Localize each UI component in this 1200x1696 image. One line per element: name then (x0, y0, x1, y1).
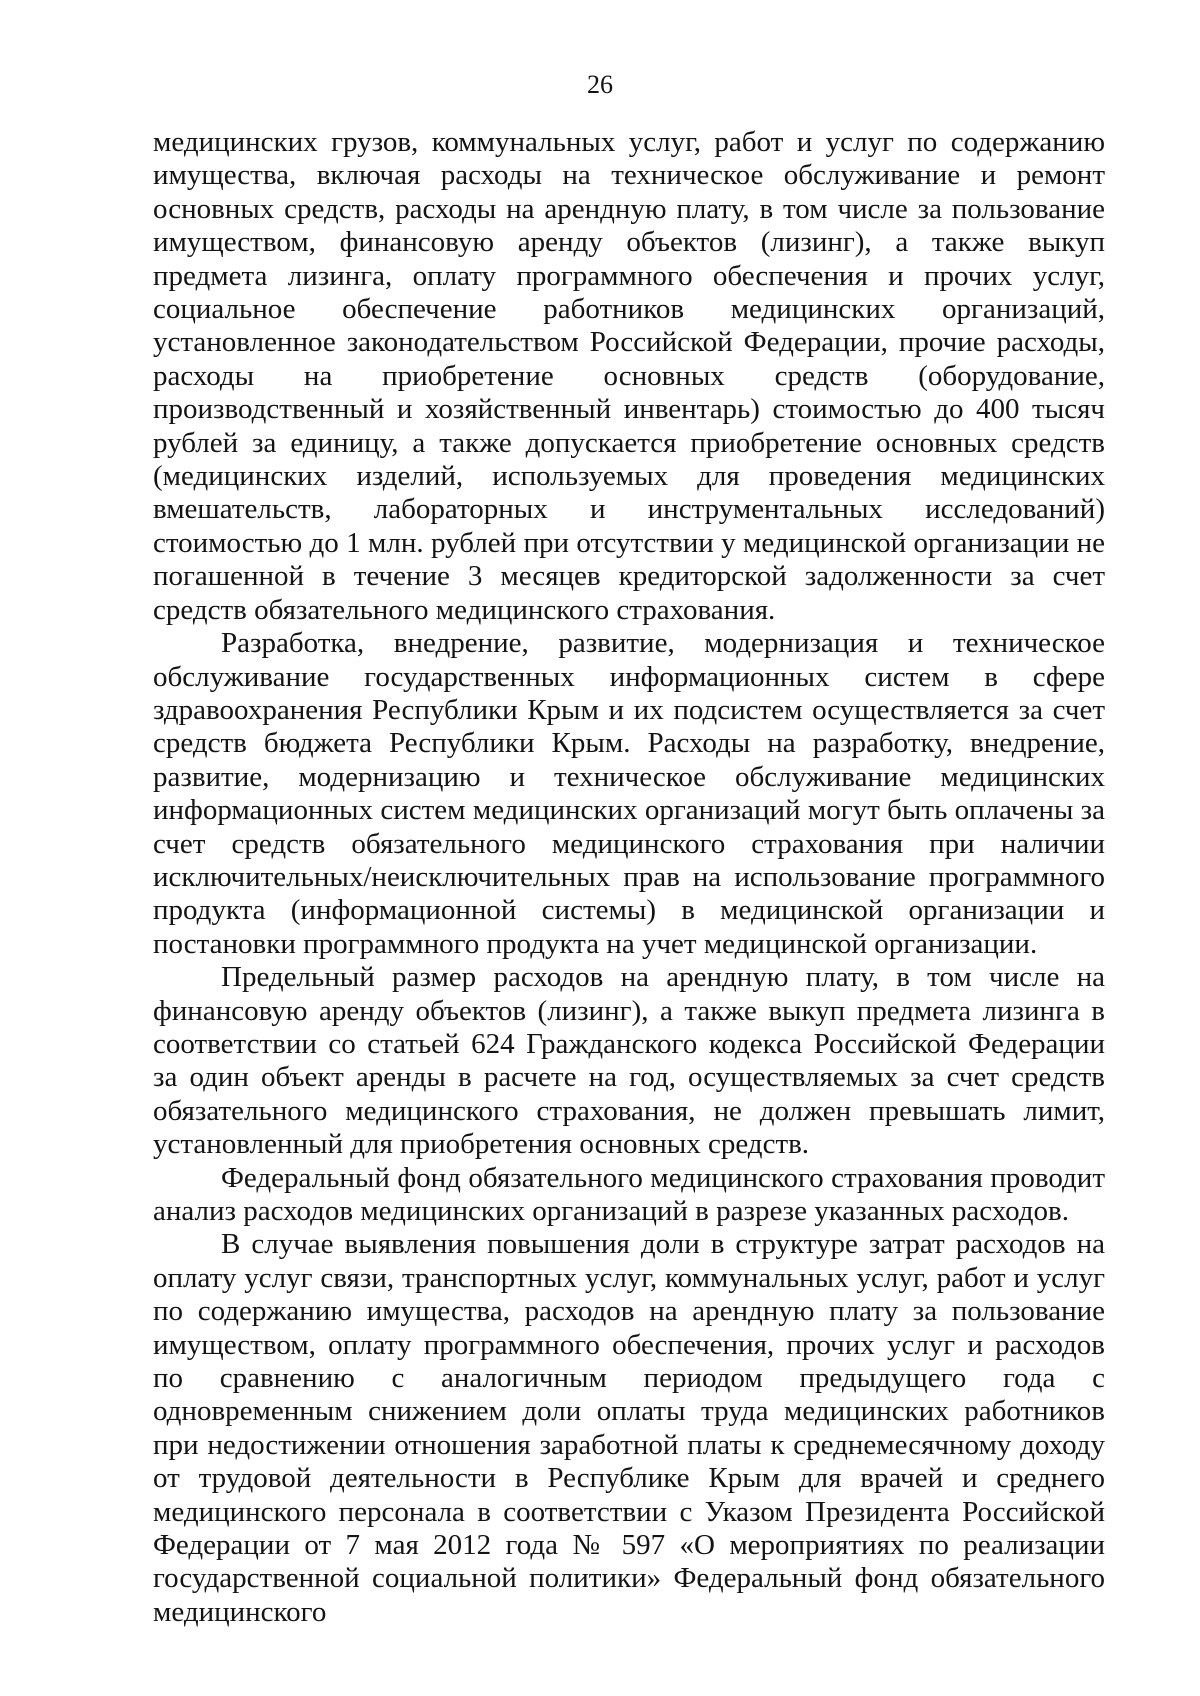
paragraph-lease-limit: Предельный размер расходов на арендную плату, в том числе на финансовую аренду объектов (лизинг), а также выкуп предмета лизинга в соответствии со статьей 624 Гражданского кодекса Российской Федерации за один объект аренды в расчете на год, осуществляемых за счет средств обязательного медицинского страхования, не должен превышать лимит, установленный для приобретения основных средств. (153, 961, 1105, 1161)
paragraph-expenses-continuation: медицинских грузов, коммунальных услуг, работ и услуг по содержанию имущества, включая расходы на техническое обслуживание и ремонт основных средств, расходы на арендную плату, в том числе за пользование имуществом, финансовую аренду объектов (лизинг), а также выкуп предмета лизинга, оплату программного обеспечения и прочих услуг, социальное обеспечение работников медицинских организаций, установленное законодательством Российской Федерации, прочие расходы, расходы на приобретение основных средств (оборудование, производственный и хозяйственный инвентарь) стоимостью до 400 тысяч рублей за единицу, а также допускается приобретение основных средств (медицинских изделий, используемых для проведения медицинских вмешательств, лабораторных и инструментальных исследований) стоимостью до 1 млн. рублей при отсутствии у медицинской организации не погашенной в течение 3 месяцев кредиторской задолженности за счет средств обязательного медицинского страхования. (153, 126, 1105, 626)
paragraph-fund-analysis: Федеральный фонд обязательного медицинского страхования проводит анализ расходов медицинских организаций в разрезе указанных расходов. (153, 1161, 1105, 1227)
page-number: 26 (587, 70, 613, 99)
document-body (153, 126, 1105, 1629)
paragraph-cost-structure: В случае выявления повышения доли в структуре затрат расходов на оплату услуг связи, транспортных услуг, коммунальных услуг, работ и услуг по содержанию имущества, расходов на арендную плату за пользование имуществом, оплату программного обеспечения, прочих услуг и расходов по сравнению с аналогичным периодом предыдущего года с одновременным снижением доли оплаты труда медицинских работников при недостижении отношения заработной платы к среднемесячному доходу от трудовой деятельности в Республике Крым для врачей и среднего медицинского персонала в соответствии с Указом Президента Российской Федерации от 7 мая 2012 года № 597 «О мероприятиях по реализации государственной социальной политики» Федеральный фонд обязательного медицинского (153, 1228, 1105, 1628)
paragraph-information-systems: Разработка, внедрение, развитие, модернизация и техническое обслуживание государственных информационных систем в сфере здравоохранения Республики Крым и их подсистем осуществляется за счет средств бюджета Республики Крым. Расходы на разработку, внедрение, развитие, модернизацию и техническое обслуживание медицинских информационных систем медицинских организаций могут быть оплачены за счет средств обязательного медицинского страхования при наличии исключительных/неисключительных прав на использование программного продукта (информационной системы) в медицинской организации и постановки программного продукта на учет медицинской организации. (153, 627, 1105, 960)
